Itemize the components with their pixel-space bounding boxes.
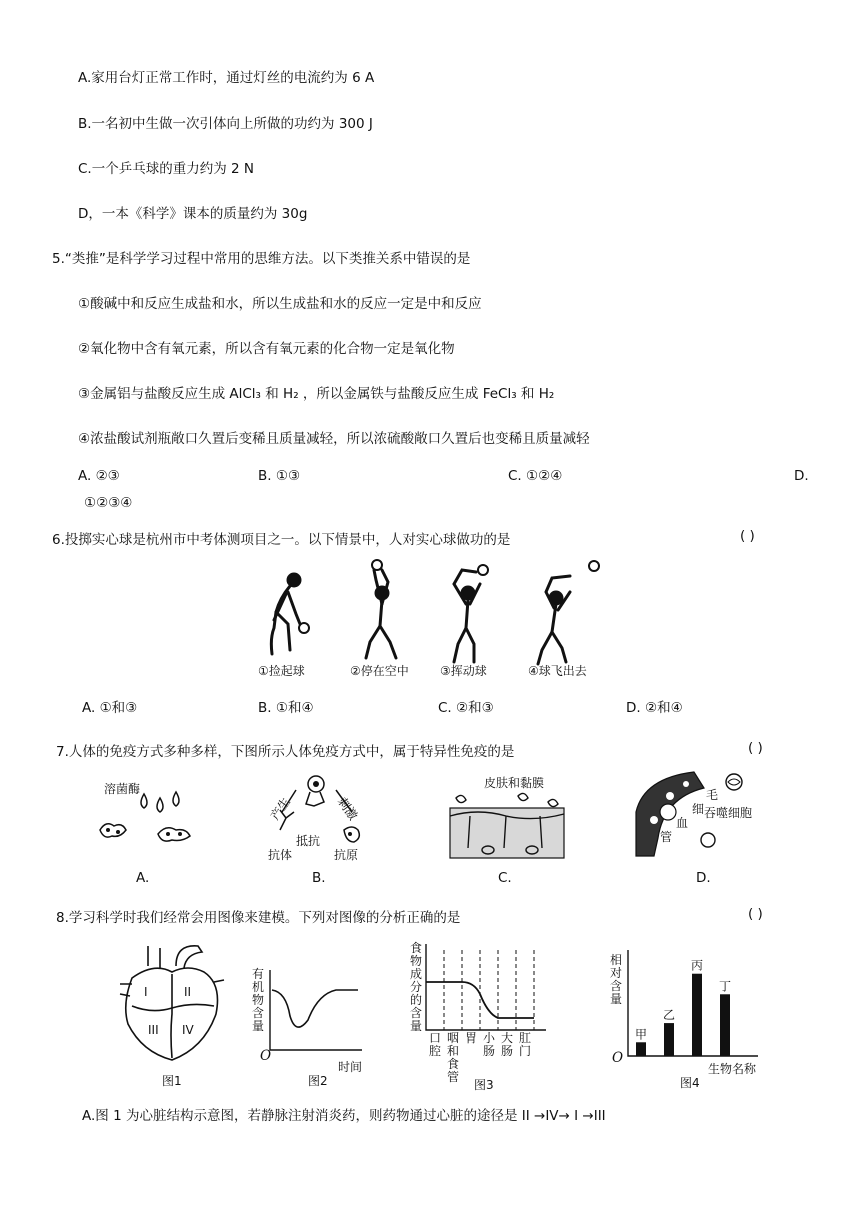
svg-text:I: I	[144, 985, 148, 999]
figure-pick-up-ball	[271, 574, 300, 654]
q6-caption-1: ①捡起球	[258, 664, 305, 678]
q6-option-d: D. ②和④	[626, 700, 683, 716]
q8-answer-paren: ( )	[748, 906, 763, 922]
q6-caption-3: ③挥动球	[440, 664, 487, 678]
fig4-bar-1	[664, 1023, 674, 1056]
q8-fig3-caption: 图3	[474, 1078, 494, 1092]
svg-text:IV: IV	[182, 1023, 194, 1037]
q7-d-phagocyte-label: 吞噬细胞	[704, 806, 753, 820]
fig4-bar-2	[692, 974, 702, 1056]
q7-b-resist-label: 抵抗	[296, 834, 321, 848]
q8-fig3-organ-pharynx: 咽 和 食 管	[447, 1031, 460, 1084]
q8-fig4-origin: O	[612, 1050, 624, 1066]
q8-fig2-chart	[266, 970, 366, 1056]
q7-c-label: 皮肤和黏膜	[484, 776, 545, 790]
q7-b-antigen-label: 抗原	[334, 848, 359, 862]
q5-option-c: C. ①②④	[508, 468, 563, 484]
q8-fig1-caption: 图1	[162, 1074, 182, 1088]
q8-fig3-chart	[424, 944, 548, 1034]
figure-ball-flying	[538, 576, 570, 664]
figure-swing-ball	[454, 570, 480, 662]
q8-fig4-ylabel: 相 对 含 量	[610, 953, 623, 1006]
q8-fig2-caption: 图2	[308, 1074, 328, 1088]
q7-letter-b: B.	[312, 870, 326, 886]
q7-d-fine-label: 细	[692, 802, 705, 816]
q7-letter-d: D.	[696, 870, 711, 886]
q5-statement-4: ④浓盐酸试剂瓶敞口久置后变稀且质量减轻，所以浓硫酸敞口久置后也变稀且质量减轻	[78, 431, 590, 447]
q7-letter-a: A.	[136, 870, 150, 886]
q6-option-b: B. ①和④	[258, 700, 314, 716]
q8-fig4-chart	[622, 950, 762, 1060]
q5-statement-1: ①酸碱中和反应生成盐和水，所以生成盐和水的反应一定是中和反应	[78, 296, 482, 312]
q5-stem: 5.“类推”是科学学习过程中常用的思维方法。以下类推关系中错误的是	[52, 251, 471, 267]
q7-a-label: 溶菌酶	[104, 782, 141, 796]
q5-statement-3: ③金属铝与盐酸反应生成 AlCl₃ 和 H₂ ，所以金属铁与盐酸反应生成 FeCl₃ 和 H₂	[78, 386, 555, 402]
q5-option-d-value: ①②③④	[84, 495, 133, 511]
q4-option-d: D，一本《科学》课本的质量约为 30g	[78, 206, 308, 222]
svg-text:III: III	[148, 1023, 159, 1037]
q8-fig2-xlabel: 时间	[338, 1060, 363, 1074]
q4-option-a: A.家用台灯正常工作时，通过灯丝的电流约为 6 A	[78, 70, 375, 86]
q8-fig3-organ-large-intestine: 大 肠	[501, 1031, 514, 1058]
q5-statement-2: ②氧化物中含有氧元素，所以含有氧元素的化合物一定是氧化物	[78, 341, 455, 357]
q7-answer-paren: ( )	[748, 740, 763, 756]
q6-stem: 6.投掷实心球是杭州市中考体测项目之一。以下情景中，人对实心球做功的是	[52, 532, 511, 548]
q6-caption-2: ②停在空中	[350, 664, 409, 678]
q4-option-c: C.一个乒乓球的重力约为 2 N	[78, 161, 254, 177]
fig4-bar-label-2: 丙	[691, 958, 704, 973]
q8-fig4-caption: 图4	[680, 1076, 700, 1090]
q8-stem: 8.学习科学时我们经常会用图像来建模。下列对图像的分析正确的是	[56, 910, 461, 926]
q8-fig3-organ-anus: 肛 门	[519, 1031, 532, 1058]
q7-image-c-skin	[448, 790, 568, 862]
q8-fig2-ylabel: 有 机 物 含 量	[252, 967, 265, 1033]
q8-fig3-organ-mouth: 口 腔	[429, 1031, 442, 1058]
q8-fig3-ylabel: 食 物 成 分 的 含 量	[410, 941, 423, 1033]
q7-d-vessel-label: 管	[660, 830, 673, 844]
q8-fig1-heart	[118, 944, 226, 1068]
fig4-bar-label-1: 乙	[663, 1008, 676, 1023]
svg-text:II: II	[184, 985, 192, 999]
figure-hold-in-air	[366, 570, 396, 658]
q4-option-b: B.一名初中生做一次引体向上所做的功约为 300 J	[78, 116, 373, 132]
q8-fig3-organ-small-intestine: 小 肠	[483, 1031, 496, 1058]
q6-option-a: A. ①和③	[82, 700, 138, 716]
q5-option-b: B. ①③	[258, 468, 301, 484]
q7-d-blood-label: 血	[676, 816, 689, 830]
q8-fig3-organ-stomach: 胃	[465, 1031, 478, 1045]
q5-option-d-label: D.	[794, 468, 809, 484]
q7-letter-c: C.	[498, 870, 512, 886]
q7-d-hair-label: 毛	[706, 788, 719, 802]
q8-fig4-xlabel: 生物名称	[708, 1062, 757, 1076]
q7-b-produce-label: 产生	[267, 794, 294, 823]
fig4-bar-label-0: 甲	[635, 1027, 648, 1042]
q6-answer-paren: ( )	[740, 528, 755, 544]
q5-option-a: A. ②③	[78, 468, 120, 484]
fig4-bar-0	[636, 1042, 646, 1056]
fig4-bar-label-3: 丁	[719, 979, 732, 994]
q6-caption-4: ④球飞出去	[528, 664, 587, 678]
q6-option-c: C. ②和③	[438, 700, 494, 716]
fig4-bar-3	[720, 994, 730, 1056]
q8-option-a: A.图 1 为心脏结构示意图，若静脉注射消炎药，则药物通过心脏的途径是 II →IV→ I →III	[82, 1108, 606, 1124]
q8-fig2-origin: O	[260, 1048, 272, 1064]
q7-b-stimulate-label: 刺激	[334, 794, 361, 823]
q7-stem: 7.人体的免疫方式多种多样，下图所示人体免疫方式中，属于特异性免疫的是	[56, 744, 515, 760]
q7-b-antibody-label: 抗体	[268, 848, 293, 862]
